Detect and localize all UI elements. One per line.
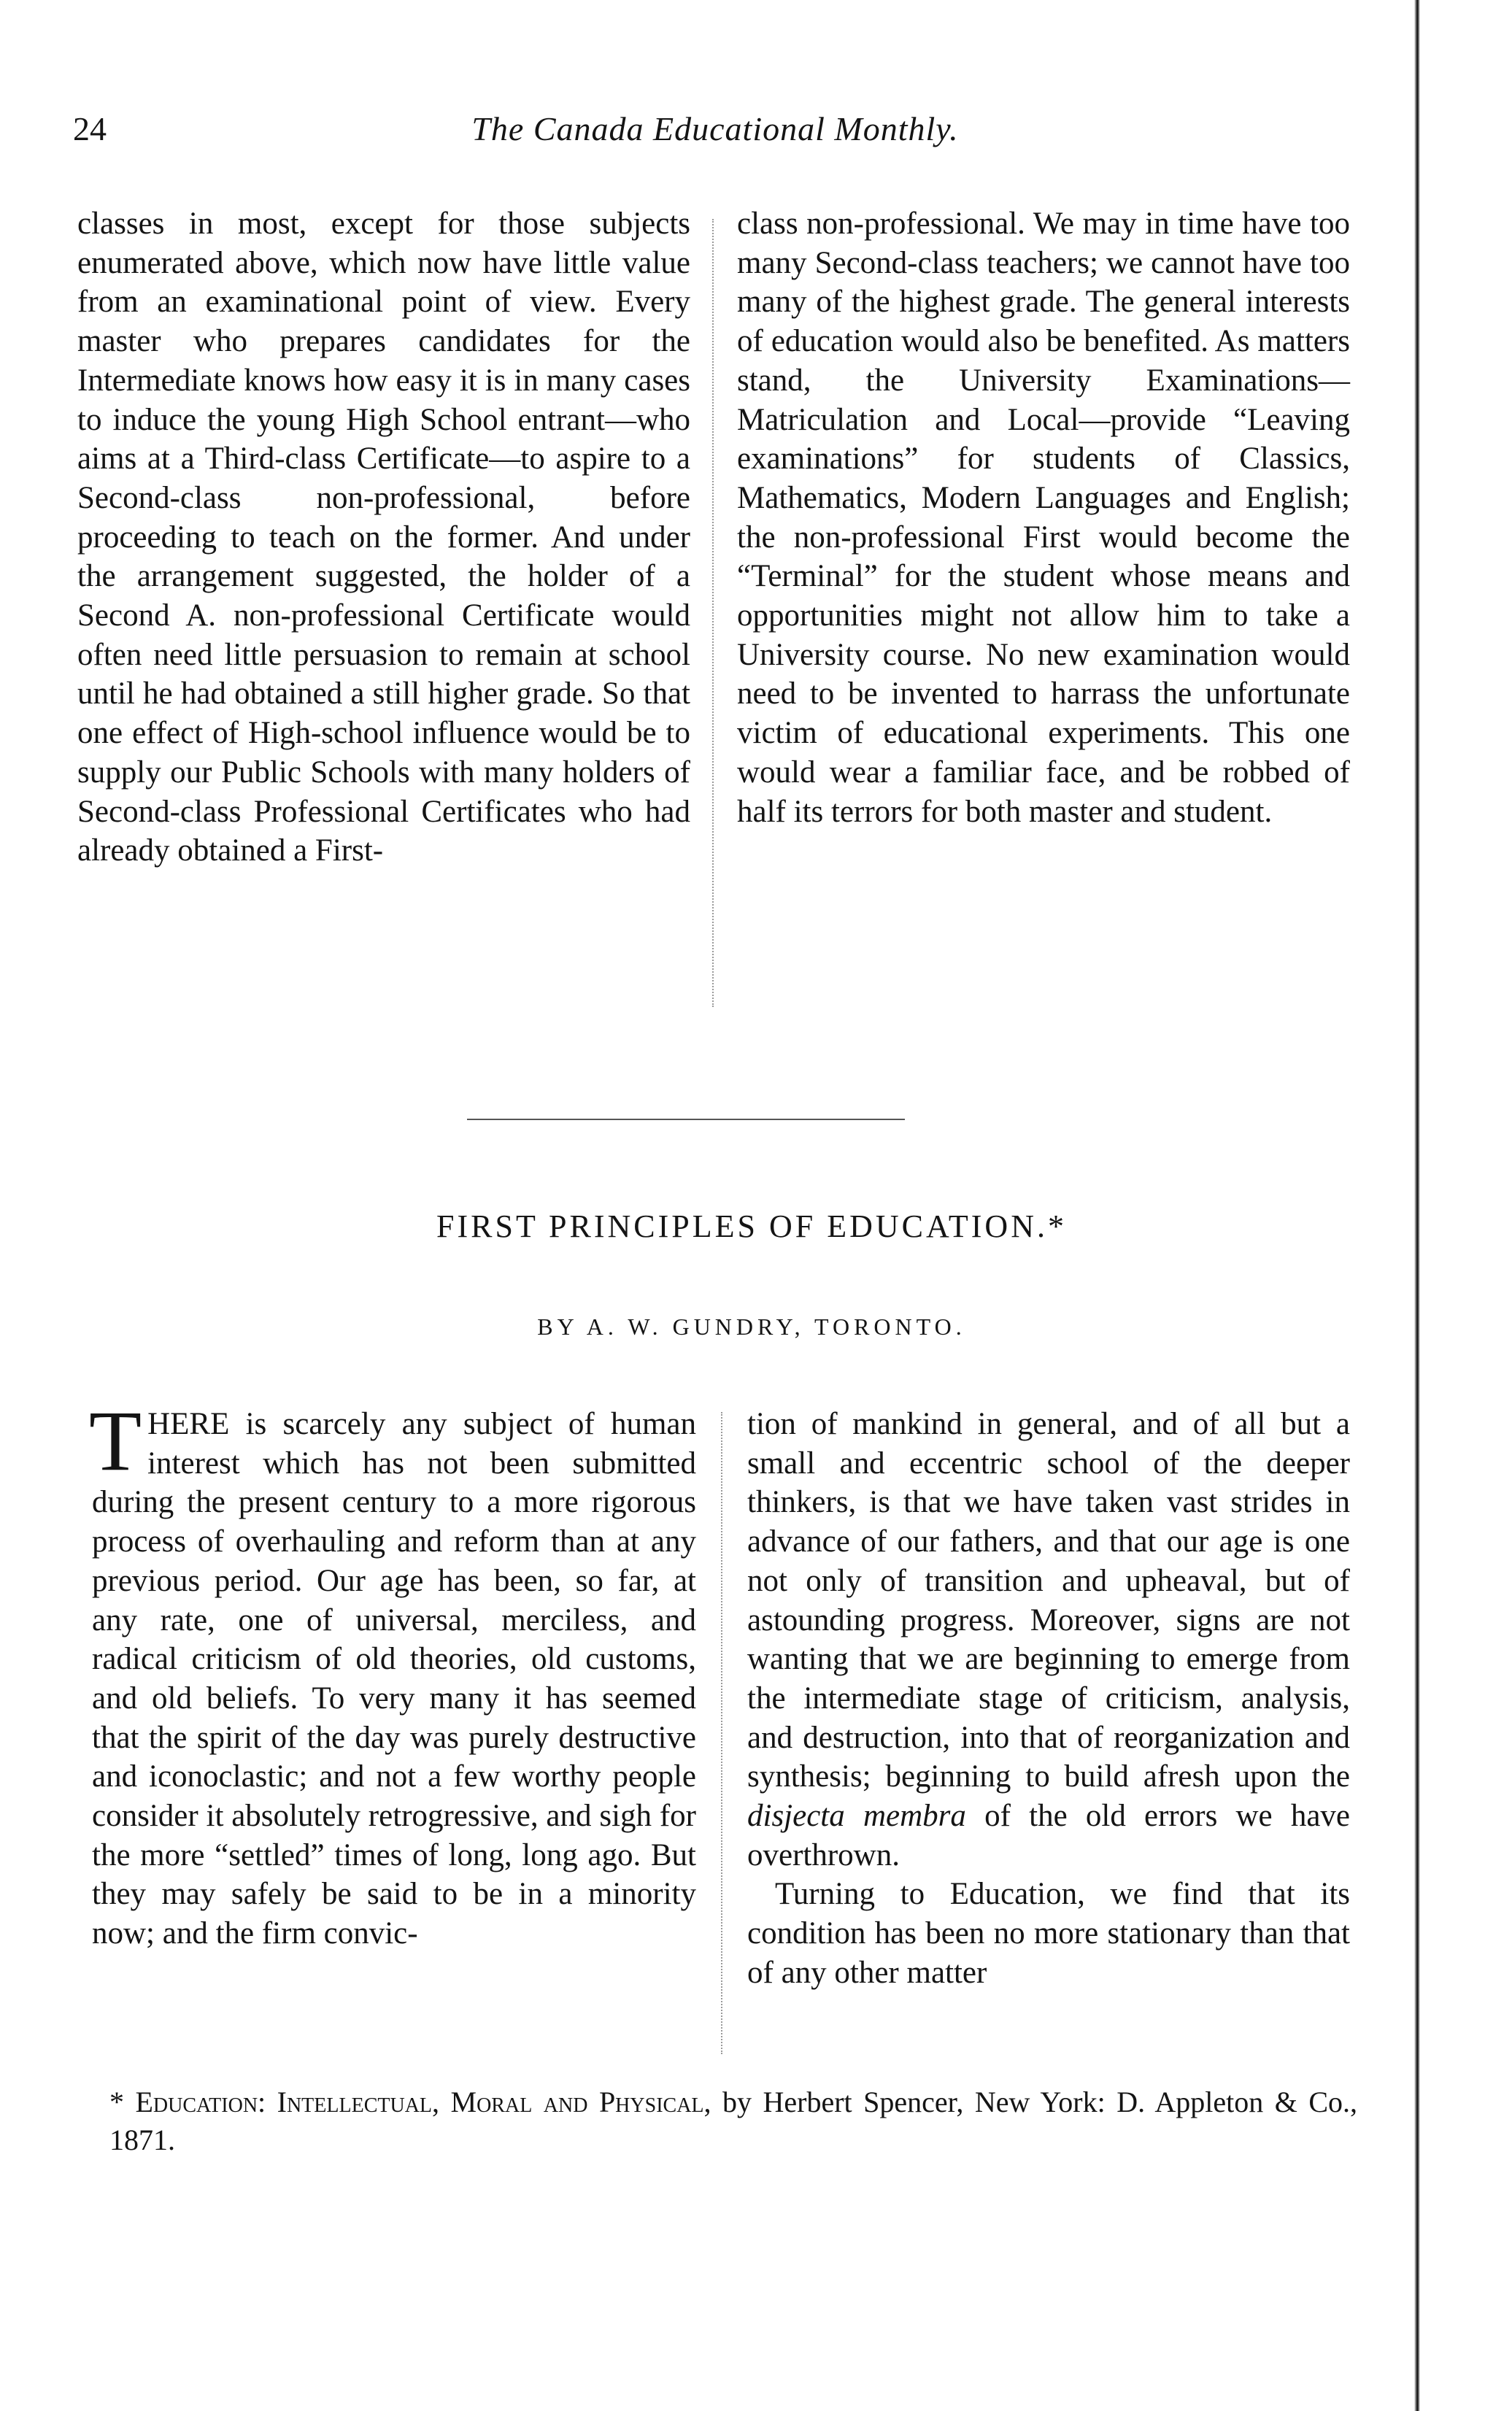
article-text-before-italic: tion of mankind in general, and of all but a small and eccentric school of the deeper thinkers, is that we have taken vast strides in advance of our fathers, and that our age is one not only of transition and upheaval, but of astounding progress. Moreover, signs are not wanting that we are beginning to emerge from the intermediate stage of criticism, analysis, and destruction, into that of reorganization and synthesis; beginning to build afresh upon the: [747, 1407, 1350, 1794]
article-title: FIRST PRINCIPLES OF EDUCATION.*: [436, 1208, 1067, 1244]
drop-cap: T: [89, 1393, 142, 1489]
article-paragraph-education: Turning to Education, we find that its condition has been no more stationary than that of any other matter: [747, 1877, 1350, 1990]
previous-article-right-column: [737, 204, 1350, 831]
column-gutter-top: [712, 219, 714, 1007]
footnote: [109, 2083, 1357, 2159]
article-left-column: [89, 1393, 696, 1953]
footnote-marker: *: [109, 2086, 124, 2118]
article-text-after-italic: of the old errors we have overthrown.: [747, 1799, 1351, 1872]
article-byline: BY A. W. GUNDRY, TORONTO.: [537, 1313, 966, 1340]
article-paragraph-opening: [89, 1393, 696, 1953]
article-right-column: [747, 1405, 1350, 1993]
previous-article-paragraph-left: classes in most, except for those subjects enumerated above, which now have little value from an examinational point of view. Every master who prepares candidates for the Intermediate knows how easy it is in many cases to induce the young High School entrant—who aims at a Third-class Certificate—to aspire to a Second-class non-professional, before proceeding to teach on the former. And under the arrangement suggested, the holder of a Second A. non-professional Certificate would often need little persuasion to remain at school until he had obtained a still higher grade. So that one effect of High-school influence would be to supply our Public Schools with many holders of Second-class Professional Certificates who had already obtained a First-: [77, 207, 690, 868]
article-paragraph-continued: [747, 1405, 1350, 1875]
page-number: 24: [73, 110, 107, 147]
section-divider: [467, 1119, 905, 1120]
page-binding-edge: [1414, 0, 1420, 2411]
footnote-book-title: Education: Intellectual, Moral and Physical,: [135, 2086, 711, 2118]
previous-article-left-column: [77, 204, 690, 871]
article-opening-text: HERE is scarcely any subject of human interest which has not been submitted during the present century to a more rigorous process of overhauling and reform than at any previous period. Our age has been, so far, at any rate, one of universal, merciless, and radical criticism of old theories, old customs, and old beliefs. To very many it has seemed that the spirit of the day was purely destructive and iconoclastic; and not a few worthy people consider it absolutely retrogressive, and sigh for the more “settled” times of long, long ago. But they may safely be said to be in a minority now; and the firm convic-: [92, 1407, 696, 1951]
column-gutter-bottom: [721, 1412, 722, 2054]
italic-phrase: disjecta membra: [747, 1799, 966, 1834]
footnote-citation: by Herbert Spencer, New York: D. Appleton & Co., 1871.: [109, 2086, 1358, 2156]
running-title: The Canada Educational Monthly.: [471, 110, 959, 147]
previous-article-paragraph-right: class non-professional. We may in time have too many Second-class teachers; we cannot have too many of the highest grade. The general interests of education would also be benefited. As matters stand, the University Examinations—Matriculation and Local—provide “Leaving examinations” for students of Classics, Mathematics, Modern Languages and English; the non-professional First would become the “Terminal” for the student whose means and opportunities might not allow him to take a University course. No new examination would need to be invented to harrass the unfortunate victim of educational experiments. This one would wear a familiar face, and be robbed of half its terrors for both master and student.: [737, 207, 1350, 829]
